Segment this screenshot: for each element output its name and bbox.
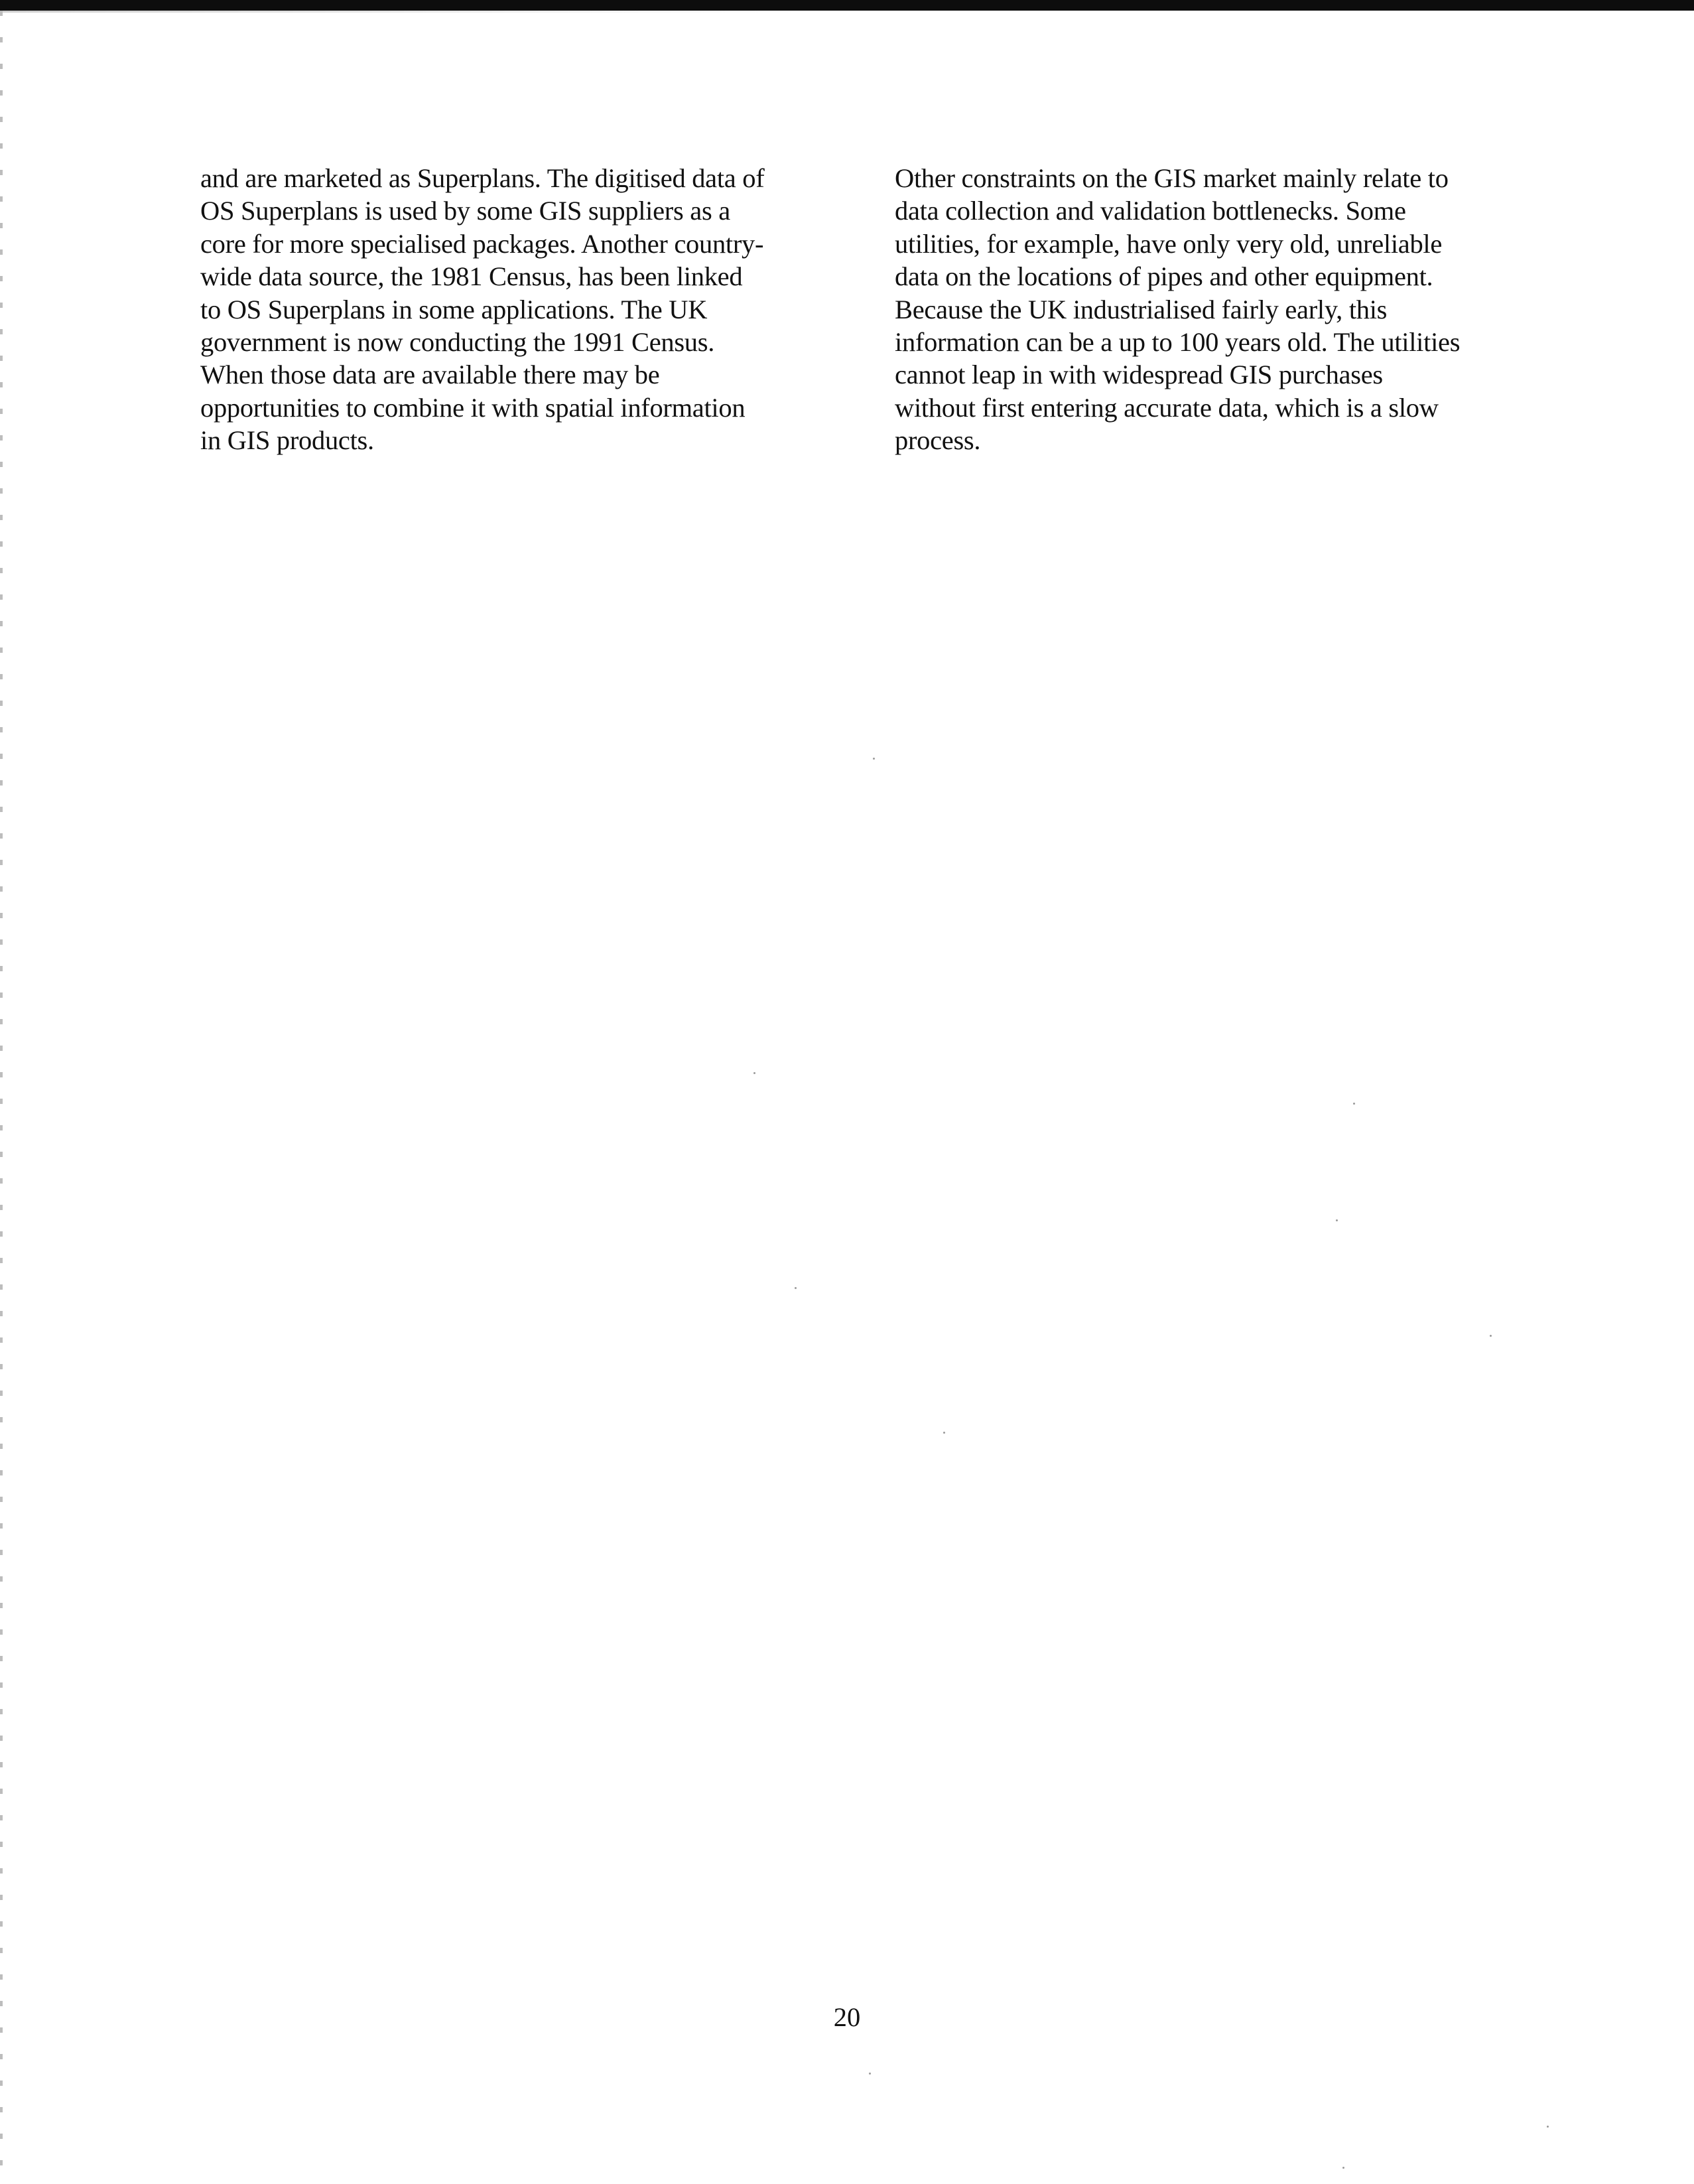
text-line: cannot leap in with widespread GIS purchases <box>895 360 1383 390</box>
left-column-paragraph <box>200 162 824 457</box>
text-line: wide data source, the 1981 Census, has been linked <box>200 261 743 292</box>
page-number: 20 <box>833 2002 861 2032</box>
text-line: without first entering accurate data, which is a slow <box>895 392 1439 423</box>
text-line: data on the locations of pipes and other equipment. <box>895 261 1433 292</box>
text-line: and are marketed as Superplans. The digitised data of <box>200 163 765 193</box>
text-line: Because the UK industrialised fairly early, this <box>895 294 1388 324</box>
scan-speck <box>795 1287 797 1289</box>
text-line: government is now conducting the 1991 Census. <box>200 327 715 358</box>
text-line: data collection and validation bottlenecks. Some <box>895 196 1406 226</box>
text-line: utilities, for example, have only very old, unreliable <box>895 228 1443 259</box>
scan-top-edge <box>0 0 1694 11</box>
scan-speck <box>873 758 875 760</box>
right-column-paragraph <box>895 162 1518 457</box>
scan-speck <box>1547 2126 1549 2128</box>
scan-speck <box>1490 1335 1492 1337</box>
scan-speck <box>1353 1103 1355 1105</box>
scan-speck <box>753 1072 755 1074</box>
text-line: Other constraints on the GIS market mainly relate to <box>895 163 1449 193</box>
text-line: process. <box>895 425 981 456</box>
text-line: in GIS products. <box>200 425 374 456</box>
text-line: opportunities to combine it with spatial information <box>200 392 746 423</box>
scan-speck <box>869 2073 871 2075</box>
text-line: When those data are available there may be <box>200 360 660 390</box>
text-line: core for more specialised packages. Another country- <box>200 228 764 259</box>
text-line: OS Superplans is used by some GIS suppliers as a <box>200 196 730 226</box>
text-line: information can be a up to 100 years old. The utilities <box>895 327 1461 358</box>
scan-speck <box>943 1432 945 1434</box>
scan-speck <box>1342 2167 1344 2169</box>
scan-speck <box>1336 1219 1338 1221</box>
text-line: to OS Superplans in some applications. The UK <box>200 294 708 324</box>
scan-left-edge <box>0 11 3 2184</box>
